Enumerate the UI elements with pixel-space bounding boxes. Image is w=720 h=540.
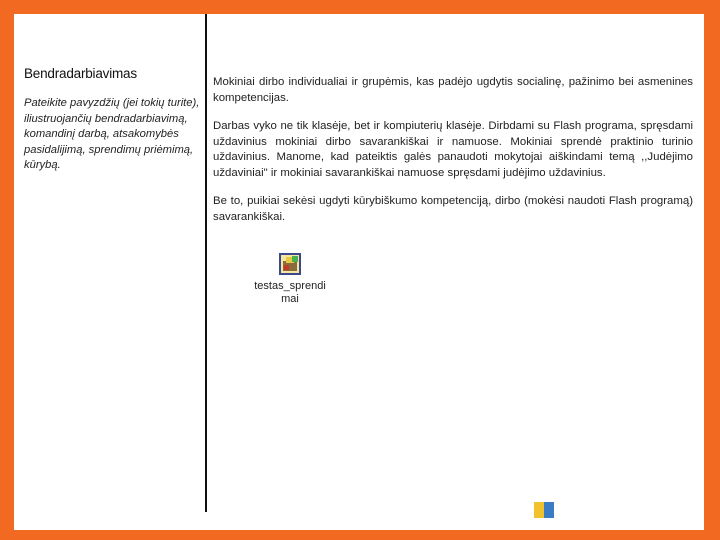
slide: [14, 14, 704, 530]
answer-text: [213, 75, 693, 238]
column-divider: [205, 14, 207, 512]
logo-mark-yellow: [534, 502, 544, 518]
embedded-file[interactable]: [245, 252, 335, 306]
section-prompt: Pateikite pavyzdžių (jei tokių turite), iliustruojančių bendradarbiavimą, komandinį darbą, atsakomybės pasidalijimą, sprendimų priėmimą, kūrybą.: [24, 97, 200, 172]
section-title: Bendradarbiavimas: [24, 66, 137, 81]
answer-paragraph: Mokiniai dirbo individualiai ir grupėmis, kas padėjo ugdytis socialinę, pažinimo bei asmenines kompetencijas.: [213, 76, 693, 104]
answer-paragraph: Be to, puikiai sekėsi ugdyti kūrybiškumo kompetenciją, dirbo (mokėsi naudoti Flash programą) savarankiškai.: [213, 195, 693, 223]
file-label[interactable]: testas_sprendimai: [254, 280, 326, 305]
answer-paragraph: Darbas vyko ne tik klasėje, bet ir kompiuterių klasėje. Dirbdami su Flash programa, spręsdami uždavinius mokiniai dirbo savarankiškai ir namuose. Mokiniai sprendė praktinio turinio uždavinius. Manome, kad pateiktis galės panaudoti mokytojai aiškindami temą ,,Judėjimo uždaviniai" ir mokiniai savarankiškai namuose spręsdami judėjimo uždavinius.: [213, 120, 693, 179]
file-icon[interactable]: [278, 252, 302, 276]
logo-mark-blue: [544, 502, 554, 518]
footer-logos: [386, 498, 586, 530]
logo-mark-green: [484, 504, 532, 518]
